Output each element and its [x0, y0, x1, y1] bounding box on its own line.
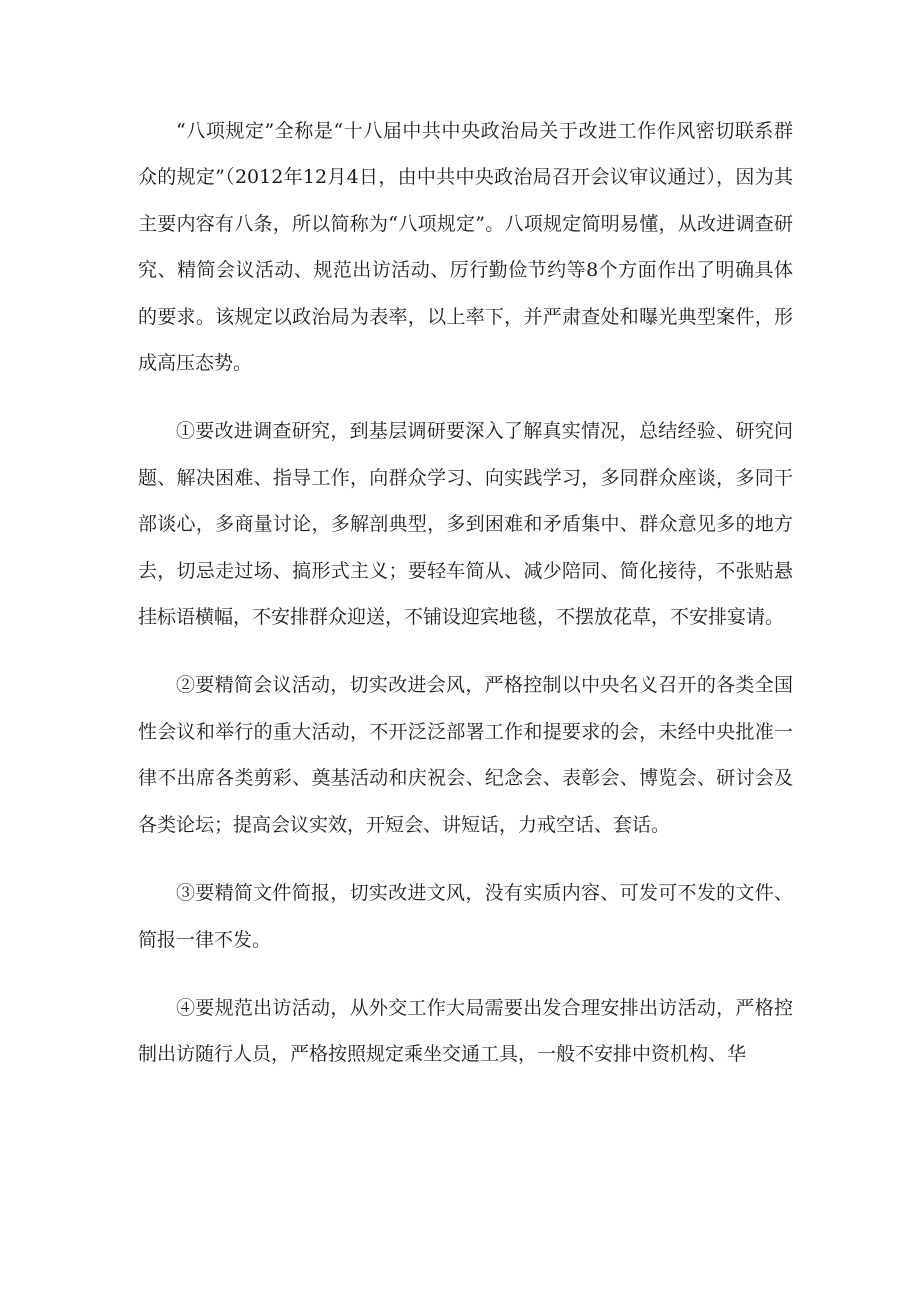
paragraph-rule-4: ④要规范出访活动，从外交工作大局需要出发合理安排出访活动，严格控制出访随行人员，严格按照规定乘坐交通工具，一般不安排中资机构、华 — [138, 996, 793, 1066]
paragraph-rule-2: ②要精简会议活动，切实改进会风，严格控制以中央名义召开的各类全国性会议和举行的重大活动，不开泛泛部署工作和提要求的会，未经中央批准一律不出席各类剪彩、奠基活动和庆祝会、纪念会、表彰会、博览会、研讨会及各类论坛；提高会议实效，开短会、讲短话，力戒空话、套话。 — [138, 674, 793, 836]
document-body — [138, 108, 793, 1078]
paragraph-rule-3: ③要精简文件简报，切实改进文风，没有实质内容、可发可不发的文件、简报一律不发。 — [138, 882, 793, 951]
paragraph-rule-1: ①要改进调查研究，到基层调研要深入了解真实情况，总结经验、研究问题、解决困难、指导工作，向群众学习、向实践学习，多同群众座谈，多同干部谈心，多商量讨论，多解剖典型，多到困难和矛盾集中、群众意见多的地方去，切忌走过场、搞形式主义；要轻车简从、减少陪同、简化接待，不张贴悬挂标语横幅，不安排群众迎送，不铺设迎宾地毯，不摆放花草，不安排宴请。 — [138, 420, 793, 629]
paragraph-intro: “八项规定”全称是“十八届中共中央政治局关于改进工作作风密切联系群众的规定”（2012年12月4日，由中共中央政治局召开会议审议通过），因为其主要内容有八条，所以简称为“八项规定”。八项规定简明易懂，从改进调查研究、精简会议活动、规范出访活动、厉行勤俭节约等8个方面作出了明确具体的要求。该规定以政治局为表率，以上率下，并严肃查处和曝光典型案件，形成高压态势。 — [138, 120, 793, 375]
